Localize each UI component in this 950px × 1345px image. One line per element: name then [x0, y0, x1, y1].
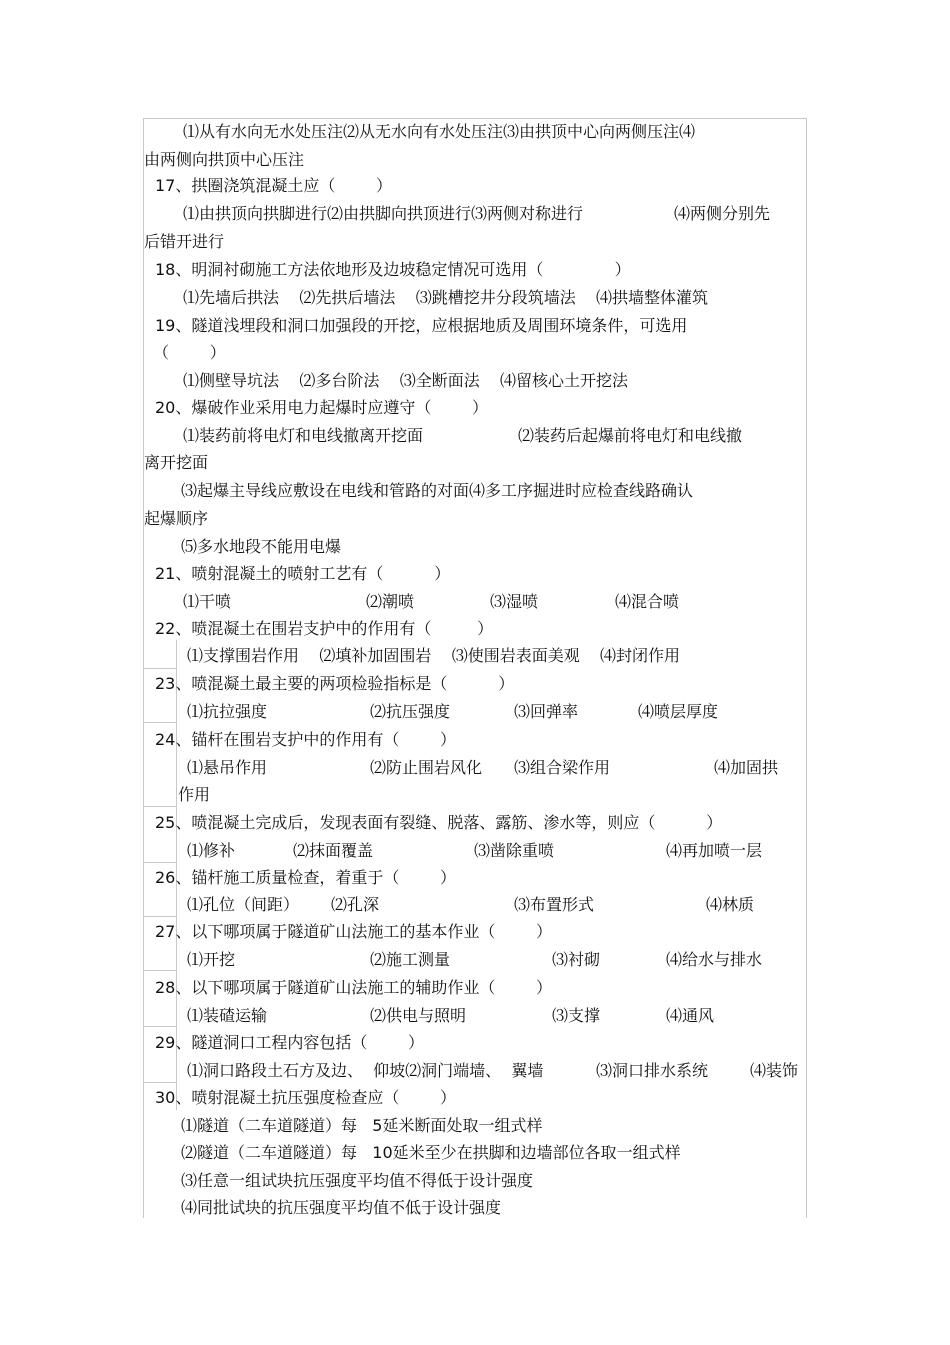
question-28: 28、以下哪项属于隧道矿山法施工的辅助作业（ ） [155, 978, 553, 997]
option-line: 作用 [178, 785, 211, 804]
option: ⑷再加喷一层 [666, 841, 763, 860]
option: ⑶支撑 [552, 1006, 601, 1025]
option: ⑴修补 [187, 841, 236, 860]
option: ⑴干喷 [183, 592, 232, 611]
option: ⑴孔位（间距） [187, 895, 300, 914]
option: ⑴悬吊作用 [187, 758, 268, 777]
option-line: 后错开进行 [144, 232, 225, 251]
option-line: ⑴装药前将电灯和电线撤离开挖面 [183, 426, 424, 445]
option: ⑶凿除重喷 [474, 841, 555, 860]
option: ⑷喷层厚度 [638, 702, 719, 721]
question-22: 22、喷混凝土在围岩支护中的作用有（ ） [155, 619, 494, 638]
question-27: 27、以下哪项属于隧道矿山法施工的基本作业（ ） [155, 922, 553, 941]
cell-divider [143, 1082, 177, 1083]
option-line: ⑴隧道（二车道隧道）每 5延米断面处取一组式样 [181, 1116, 543, 1135]
question-29: 29、隧道洞口工程内容包括（ ） [155, 1033, 425, 1052]
question-30: 30、喷射混凝土抗压强度检查应（ ） [155, 1088, 457, 1107]
question-18: 18、明洞衬砌施工方法依地形及边坡稳定情况可选用（ ） [155, 260, 631, 279]
question-19: 19、隧道浅埋段和洞口加强段的开挖，应根据地质及周围环境条件，可选用 [155, 316, 688, 335]
option-line: ⑴侧壁导坑法 ⑵多台阶法 ⑶全断面法 ⑷留核心土开挖法 [183, 371, 629, 390]
option: ⑷林质 [706, 895, 755, 914]
option: ⑷加固拱 [714, 758, 779, 777]
option: ⑶衬砌 [552, 950, 601, 969]
option-line: ⑴支撑围岩作用 ⑵填补加固围岩 ⑶使围岩表面美观 ⑷封闭作用 [187, 646, 681, 665]
option: ⑶洞口排水系统 [596, 1061, 709, 1080]
answer-blank: （ ） [153, 343, 226, 362]
option: ⑵防止围岩风化 [370, 758, 483, 777]
question-20: 20、爆破作业采用电力起爆时应遵守（ ） [155, 398, 489, 417]
option-line: ⑷两侧分别先 [674, 204, 771, 223]
option: ⑷通风 [666, 1006, 715, 1025]
option: ⑴抗拉强度 [187, 702, 268, 721]
option-line: ⑴由拱顶向拱脚进行⑵由拱脚向拱顶进行⑶两侧对称进行 [183, 204, 584, 223]
option-line: 离开挖面 [144, 453, 209, 472]
cell-divider [143, 1026, 177, 1027]
option: ⑶布置形式 [514, 895, 595, 914]
option-line: ⑵隧道（二车道隧道）每 10延米至少在拱脚和边墙部位各取一组式样 [181, 1143, 681, 1162]
cell-divider [143, 806, 177, 807]
question-21: 21、喷射混凝土的喷射工艺有（ ） [155, 564, 451, 583]
option: ⑴装碴运输 [187, 1006, 268, 1025]
table-border-right [806, 118, 807, 1218]
option: ⑶回弹率 [514, 702, 579, 721]
question-25: 25、喷混凝土完成后，发现表面有裂缝、脱落、露筋、渗水等，则应（ ） [155, 813, 723, 832]
question-26: 26、锚杆施工质量检查，着重于（ ） [155, 868, 457, 887]
option: ⑵抹面覆盖 [293, 841, 374, 860]
option-line: ⑶任意一组试块抗压强度平均值不得低于设计强度 [181, 1171, 534, 1190]
option: ⑵孔深 [331, 895, 380, 914]
question-24: 24、锚杆在围岩支护中的作用有（ ） [155, 730, 457, 749]
option: ⑵抗压强度 [370, 702, 451, 721]
table-border-top [143, 118, 807, 119]
option-line: ⑷同批试块的抗压强度平均值不低于设计强度 [181, 1198, 502, 1217]
cell-divider [143, 668, 177, 669]
option: ⑴洞口路段土石方及边、 仰坡⑵洞门端墙、 翼墙 [187, 1061, 544, 1080]
option-line: 起爆顺序 [144, 509, 209, 528]
option-line: 由两侧向拱顶中心压注 [144, 150, 305, 169]
option: ⑷混合喷 [615, 592, 680, 611]
question-17: 17、拱圈浇筑混凝土应（ ） [155, 176, 393, 195]
option: ⑵施工测量 [370, 950, 451, 969]
option: ⑴开挖 [187, 950, 236, 969]
option-line: ⑶起爆主导线应敷设在电线和管路的对面⑷多工序掘进时应检查线路确认 [181, 481, 694, 500]
cell-divider [143, 722, 177, 723]
option: ⑵供电与照明 [370, 1006, 467, 1025]
option: ⑶湿喷 [490, 592, 539, 611]
option-line: ⑵装药后起爆前将电灯和电线撤 [518, 426, 743, 445]
option: ⑵潮喷 [366, 592, 415, 611]
cell-divider [143, 862, 177, 863]
question-23: 23、喷混凝土最主要的两项检验指标是（ ） [155, 674, 515, 693]
cell-divider [143, 970, 177, 971]
cell-divider [143, 916, 177, 917]
option-line: ⑴从有水向无水处压注⑵从无水向有水处压注⑶由拱顶中心向两侧压注⑷ [183, 122, 696, 141]
option: ⑶组合梁作用 [514, 758, 611, 777]
option: ⑷给水与排水 [666, 950, 763, 969]
option-line: ⑴先墙后拱法 ⑵先拱后墙法 ⑶跳槽挖井分段筑墙法 ⑷拱墙整体灌筑 [183, 288, 709, 307]
option: ⑷装饰 [750, 1061, 799, 1080]
option-line: ⑸多水地段不能用电爆 [181, 537, 342, 556]
